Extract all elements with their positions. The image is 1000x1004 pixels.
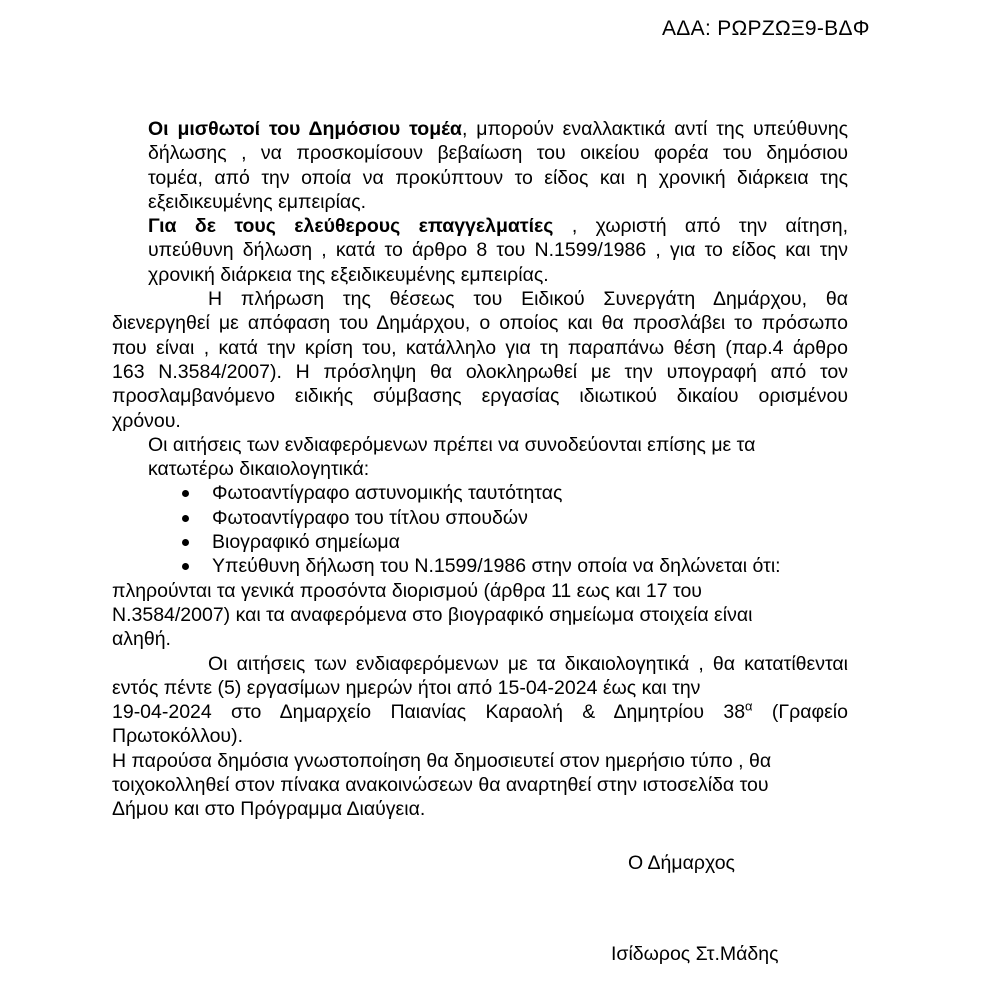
text-line: Η πλήρωση της θέσεως του Ειδικού Συνεργάτη Δημάρχου, θα: [208, 288, 848, 311]
bullet-label: Υπεύθυνη δήλωση του Ν.1599/1986 στην οποία να δηλώνεται ότι:: [212, 555, 781, 578]
superscript-alpha: α: [745, 698, 753, 714]
text-line: Ν.3584/2007) και τα αναφερόμενα στο βιογραφικό σημείωμα στοιχεία είναι: [112, 603, 753, 626]
text-line: χρόνου.: [112, 409, 181, 432]
bullet-item: [182, 554, 848, 578]
paragraph-publication: [112, 749, 848, 822]
text-line: [112, 700, 848, 724]
text-line: δήλωσης , να προσκομίσουν βεβαίωση του οικείου φορέα του δημόσιου: [148, 142, 848, 165]
bullet-label: Φωτοαντίγραφο του τίτλου σπουδών: [212, 506, 528, 529]
text-line: πληρούνται τα γενικά προσόντα διορισμού (άρθρα 11 εως και 17 του: [112, 579, 702, 602]
text-line: κατωτέρω δικαιολογητικά:: [148, 458, 370, 481]
text-line: τομέα, από την οποία να προκύπτουν το είδος και η χρονική διάρκεια της: [148, 166, 848, 189]
text-line: τοιχοκολληθεί στον πίνακα ανακοινώσεων θα αναρτηθεί στην ιστοσελίδα του: [112, 774, 769, 797]
text-line: 163 Ν.3584/2007). Η πρόσληψη θα ολοκληρωθεί με την υπογραφή από τον: [112, 360, 848, 383]
text-line: Δήμου και στο Πρόγραμμα Διαύγεια.: [112, 798, 426, 821]
text-line: εντός πέντε (5) εργασίμων ημερών ήτοι από 15-04-2024 έως και την: [112, 676, 701, 699]
text-line: [148, 117, 848, 141]
text-line: Η παρούσα δημόσια γνωστοποίηση θα δημοσιευτεί στον ημερήσιο τύπο , θα: [112, 749, 772, 772]
line-rest: , χωριστή από την αίτηση,: [553, 215, 848, 238]
bullet-item: [182, 530, 848, 554]
text-line: προσλαμβανόμενο ειδικής σύμβασης εργασίας ιδιωτικού δικαίου ορισμένου: [112, 385, 848, 408]
text-line: που είναι , κατά την κρίση του, κατάλληλο για τη παραπάνω θέση (παρ.4 άρθρο: [112, 336, 848, 359]
bold-lead: Για δε τους ελεύθερους επαγγελματίες: [148, 215, 554, 238]
text-line: Πρωτοκόλλου).: [112, 725, 244, 748]
text-line: χρονική διάρκεια της εξειδικευμένης εμπειρίας.: [148, 263, 549, 286]
text-line: εξειδικευμένης εμπειρίας.: [148, 190, 367, 213]
bullet-icon: [182, 515, 189, 522]
text-line: αληθή.: [112, 628, 171, 651]
bullet-label: Φωτοαντίγραφο αστυνομικής ταυτότητας: [212, 482, 563, 505]
bullet-icon: [182, 563, 189, 570]
paragraph-public-sector-employees: [148, 117, 848, 214]
paragraph-submission-details: [112, 652, 848, 749]
line-part: (Γραφείο: [752, 701, 848, 724]
text-line: διενεργηθεί με απόφαση του Δημάρχου, ο οποίος και θα προσλάβει το πρόσωπο: [112, 312, 848, 335]
document-body: [112, 117, 848, 822]
paragraph-position-filling: [112, 287, 848, 433]
paragraph-freelancers: [148, 214, 848, 287]
bullet-item: [182, 506, 848, 530]
text-line: Οι αιτήσεις των ενδιαφερόμενων με τα δικαιολογητικά , θα κατατίθενται: [208, 652, 848, 675]
bold-lead: Οι μισθωτοί του Δημόσιου τομέα: [148, 118, 462, 140]
text-line: υπεύθυνη δήλωση , κατά το άρθρο 8 του Ν.1599/1986 , για το είδος και την: [148, 239, 848, 262]
bullet-icon: [182, 539, 189, 546]
ada-code: ΑΔΑ: ΡΩΡΖΩΞ9-ΒΔΦ: [662, 17, 870, 40]
signature-title: Ο Δήμαρχος: [628, 852, 735, 874]
line-rest: , μπορούν εναλλακτικά αντί της υπεύθυνης: [461, 118, 848, 140]
text-line: [148, 214, 848, 238]
text-line: Οι αιτήσεις των ενδιαφερόμενων πρέπει να συνοδεύονται επίσης με τα: [148, 433, 756, 456]
bullet-icon: [182, 490, 189, 497]
paragraph-required-documents-intro: [148, 433, 848, 482]
bullet-label: Βιογραφικό σημείωμα: [212, 531, 400, 554]
line-part: 19-04-2024 στο Δημαρχείο Παιανίας Καραολή & Δημητρίου 38: [112, 701, 746, 724]
documents-bullet-list: [182, 481, 848, 578]
signature-name: Ισίδωρος Στ.Μάδης: [611, 943, 779, 965]
paragraph-declaration-content: [112, 579, 848, 652]
bullet-item: [182, 481, 848, 505]
